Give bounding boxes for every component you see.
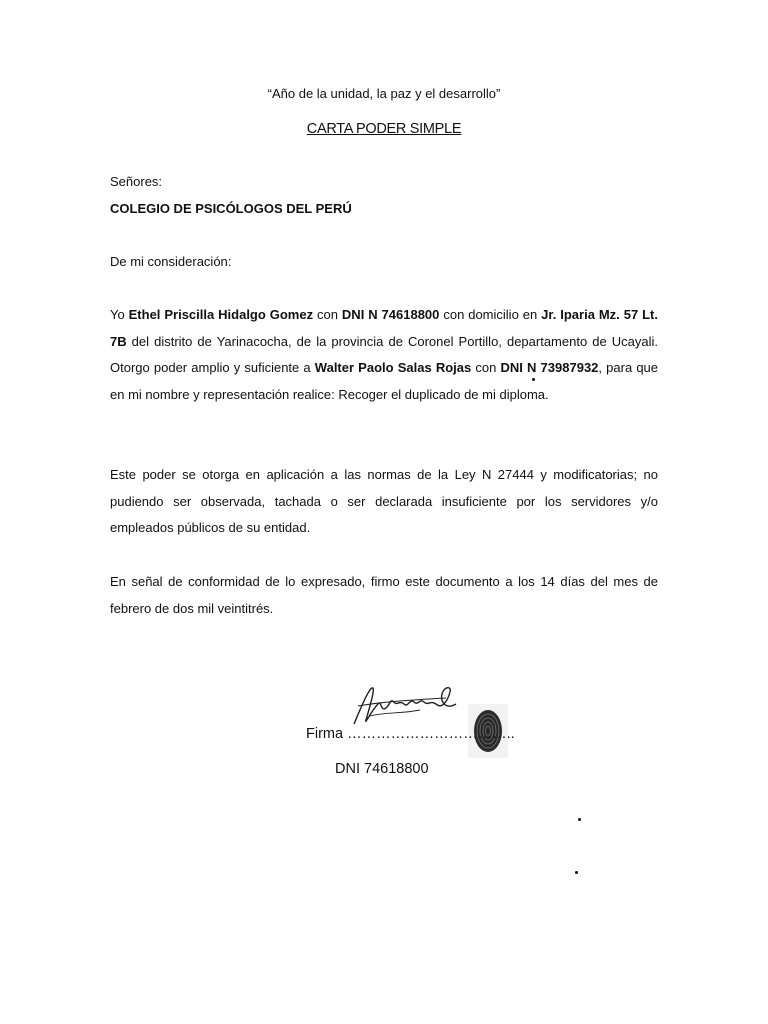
grantor-address: Jr. Iparia Mz. 57 Lt. 7B [110, 307, 658, 349]
motto: “Año de la unidad, la paz y el desarrollo” [267, 86, 501, 101]
p1-text-2: con [313, 307, 342, 322]
grantor-name: Ethel Priscilla Hidalgo Gomez [128, 307, 314, 322]
document-title: CARTA PODER SIMPLE [306, 121, 462, 137]
p1-text-6: , para que en mi nombre y representación realice: Recoger el duplicado de mi diploma. [110, 360, 659, 402]
stray-dot [578, 818, 581, 821]
signature-label: Firma …………………………….. [306, 726, 515, 742]
stray-dot [532, 378, 535, 381]
p1-text-3: con domicilio en [439, 307, 542, 322]
p1-text-1: Yo [110, 307, 129, 322]
agent-dni: DNI N 73987932 [500, 360, 599, 375]
signature-dni: DNI 74618800 [335, 761, 429, 777]
p1-text-5: con [471, 360, 501, 375]
grantor-dni: DNI N 74618800 [341, 307, 440, 322]
agent-name: Walter Paolo Salas Rojas [314, 360, 472, 375]
salutation: Señores: [110, 174, 163, 189]
greeting: De mi consideración: [110, 254, 232, 269]
stray-dot [575, 871, 578, 874]
recipient: COLEGIO DE PSICÓLOGOS DEL PERÚ [110, 201, 352, 216]
signature-icon [350, 680, 462, 728]
paragraph-2: Este poder se otorga en aplicación a las normas de la Ley N 27444 y modificatorias; no pudiendo ser observada, tachada o ser declarada insuficiente por los servidores y/o empleados públicos de su entidad. [110, 467, 658, 535]
paragraph-1 [110, 302, 658, 408]
paragraph-3: En señal de conformidad de lo expresado, firmo este documento a los 14 días del mes de febrero de dos mil veintitrés. [110, 574, 658, 616]
p1-text-4: del distrito de Yarinacocha, de la provincia de Coronel Portillo, departamento de Ucayali. Otorgo poder amplio y suficiente a [110, 333, 658, 375]
